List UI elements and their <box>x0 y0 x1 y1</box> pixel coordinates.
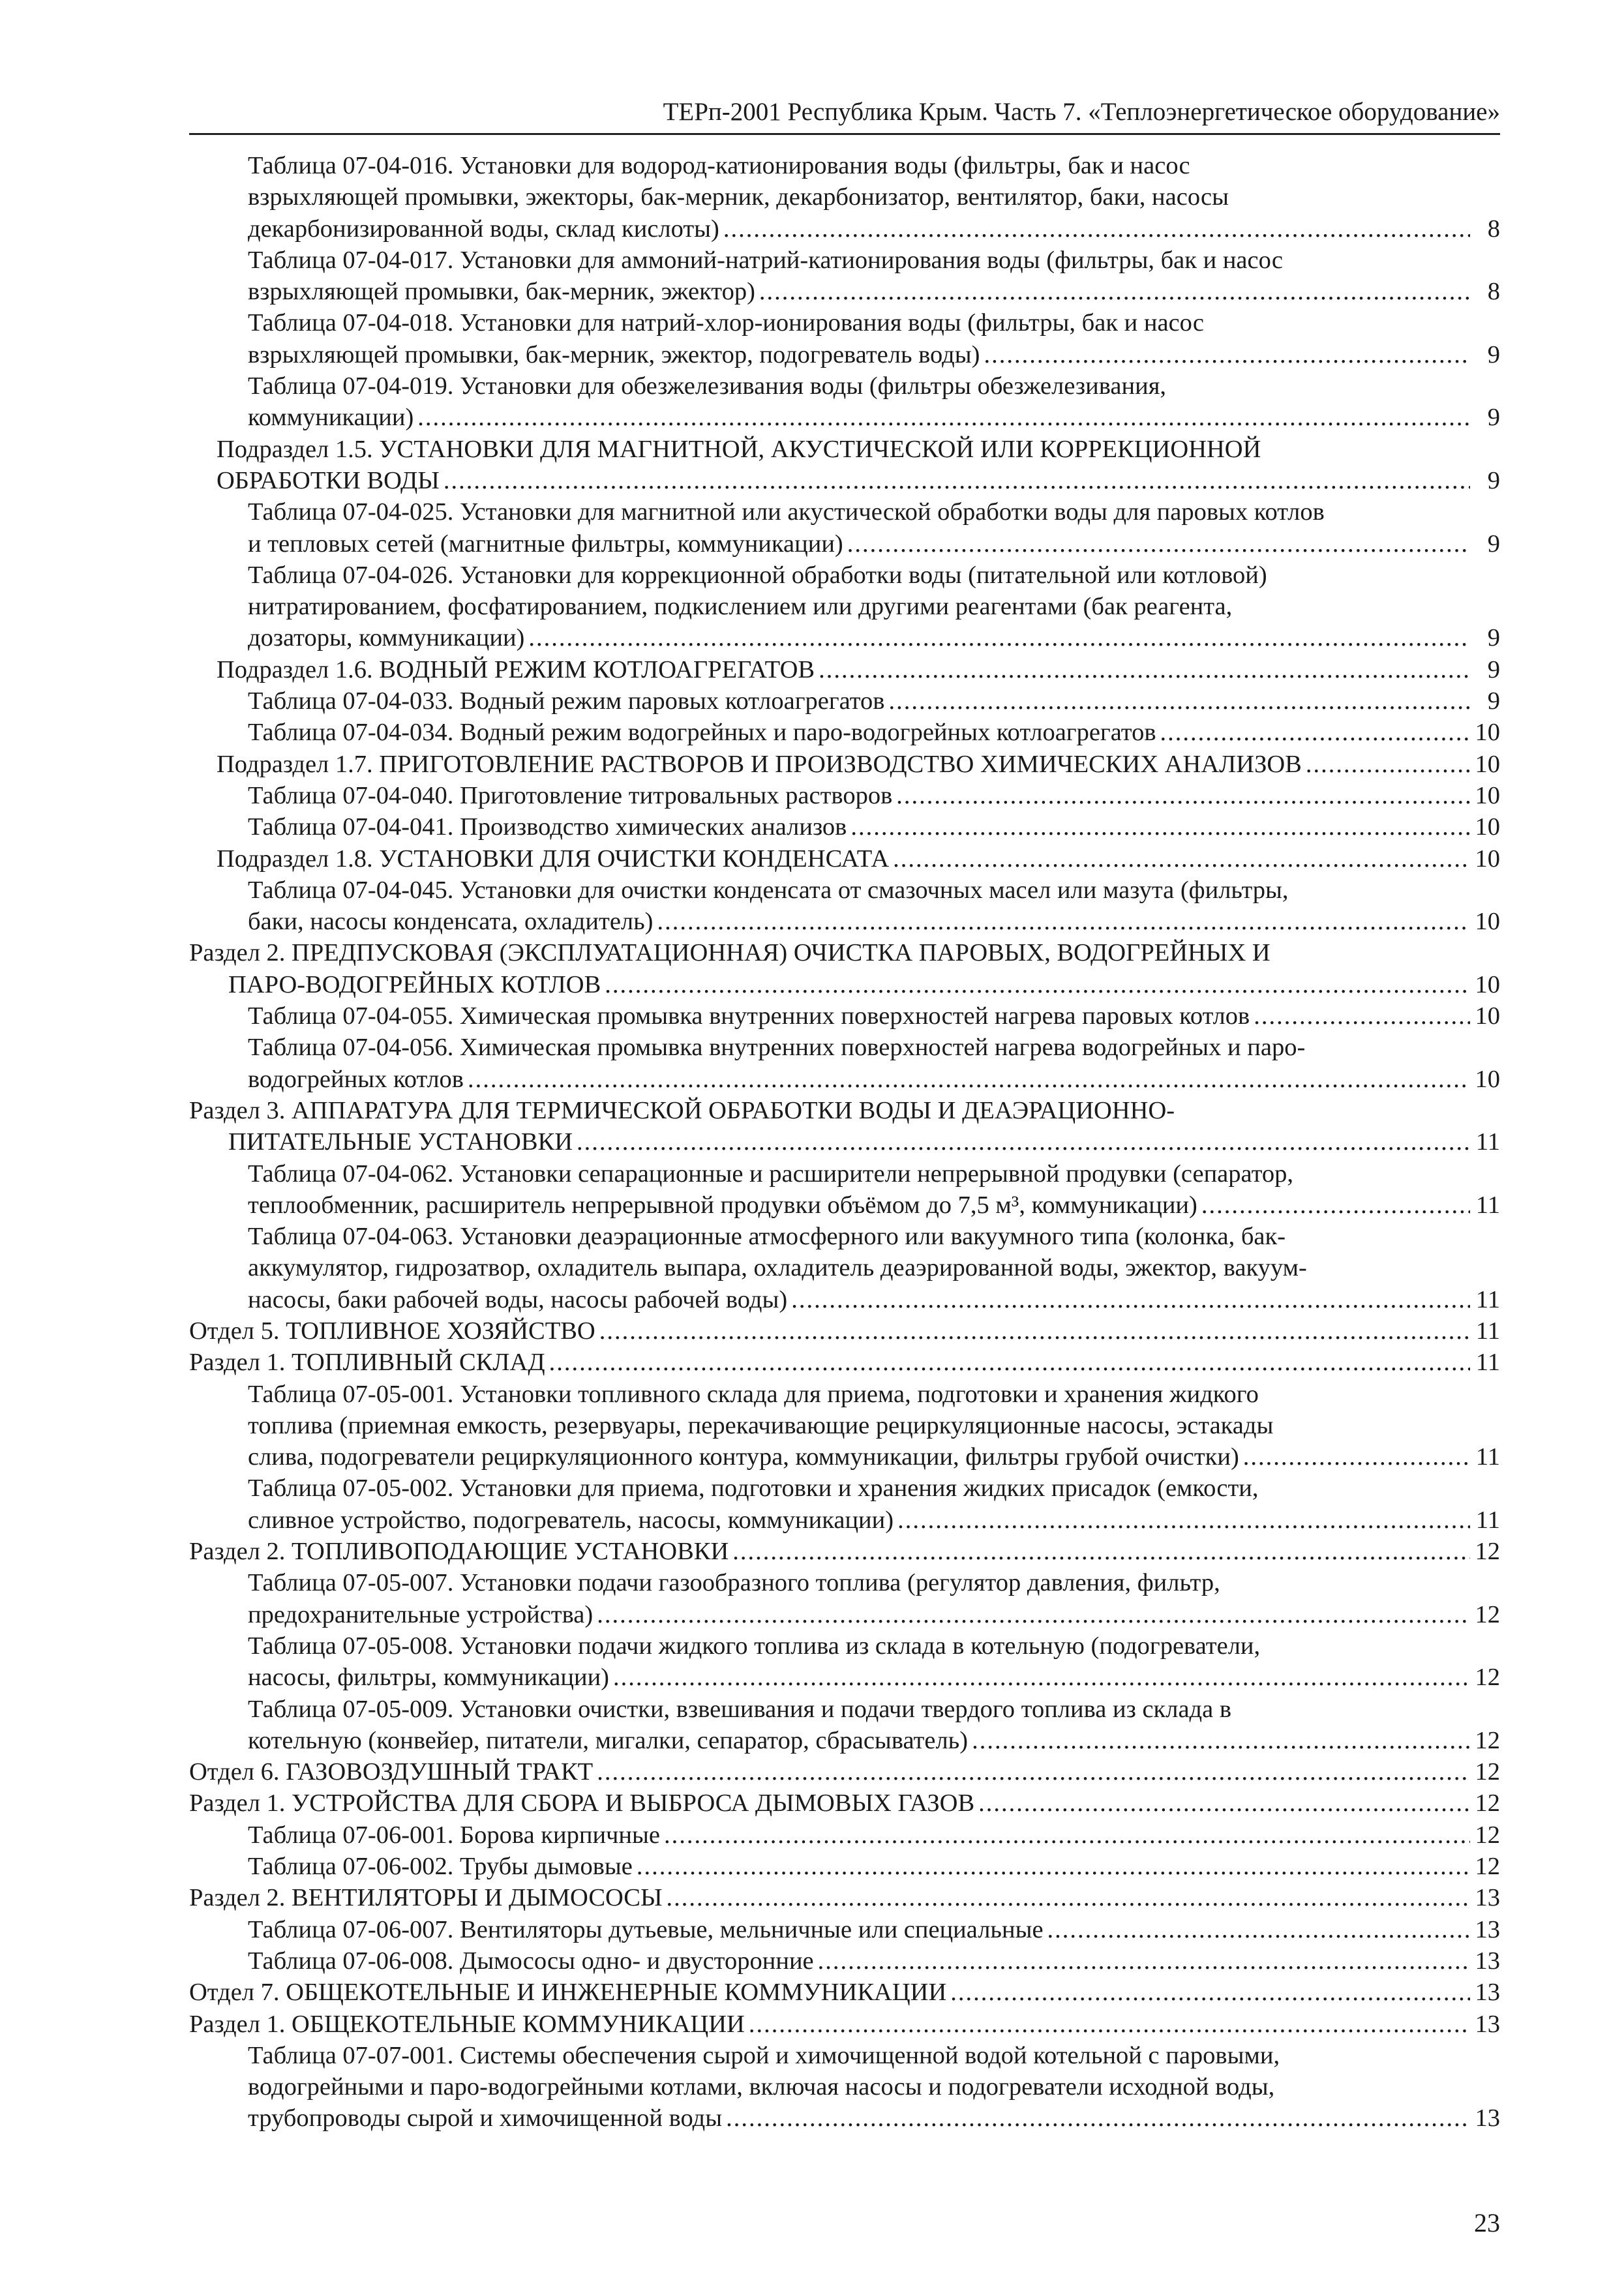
dot-leader <box>667 1882 1470 1913</box>
dot-leader <box>723 213 1470 245</box>
dot-leader <box>597 1756 1470 1788</box>
toc-entry[interactable] <box>189 1819 1500 1851</box>
toc-page-number: 12 <box>1475 1726 1500 1754</box>
toc-entry-line <box>248 1441 1500 1473</box>
toc-entry[interactable] <box>189 1095 1500 1158</box>
toc-entry[interactable] <box>189 150 1500 245</box>
toc-entry-line <box>248 150 1500 181</box>
toc-page-number: 10 <box>1475 1065 1500 1093</box>
dot-leader <box>605 969 1470 1000</box>
toc-entry-line <box>248 1221 1500 1252</box>
toc-entry-text: слива, подогреватели рециркуляционного контура, коммуникации, фильтры грубой очистки) <box>248 1443 1239 1471</box>
dot-leader <box>759 276 1470 307</box>
toc-entry-line <box>248 528 1500 560</box>
toc-page-number: 12 <box>1475 1821 1500 1849</box>
toc-entry-text: ПИТАТЕЛЬНЫЕ УСТАНОВКИ <box>228 1128 573 1156</box>
toc-entry[interactable] <box>189 654 1500 685</box>
toc-entry-text: сливное устройство, подогреватель, насосы, коммуникации) <box>248 1506 894 1534</box>
toc-entry-line <box>248 276 1500 307</box>
toc-entry-text: Подраздел 1.5. УСТАНОВКИ ДЛЯ МАГНИТНОЙ, АКУСТИЧЕСКОЙ ИЛИ КОРРЕКЦИОННОЙ <box>217 435 1261 463</box>
toc-entry-text: Таблица 07-04-063. Установки деаэрационные атмосферного или вакуумного типа (колонка, бак- <box>248 1223 1286 1251</box>
toc-entry-text: Раздел 2. ПРЕДПУСКОВАЯ (ЭКСПЛУАТАЦИОННАЯ) ОЧИСТКА ПАРОВЫХ, ВОДОГРЕЙНЫХ И <box>189 939 1271 967</box>
toc-entry-text: дозаторы, коммуникации) <box>248 624 525 652</box>
toc-entry-line <box>248 1725 1500 1756</box>
toc-entry-line <box>248 1662 1500 1693</box>
toc-entry[interactable] <box>189 1221 1500 1315</box>
toc-entry-line <box>248 560 1500 591</box>
toc-entry-text: Таблица 07-04-016. Установки для водород-катионирования воды (фильтры, бак и насос <box>248 152 1190 179</box>
toc-entry-text: взрыхляющей промывки, эжекторы, бак-мерник, декарбонизатор, вентилятор, баки, насосы <box>248 183 1229 211</box>
toc-entry[interactable] <box>189 496 1500 560</box>
table-of-contents <box>189 150 1500 2134</box>
toc-entry-line <box>217 434 1500 465</box>
toc-entry-line <box>189 1315 1500 1347</box>
toc-entry-line <box>248 1694 1500 1725</box>
toc-entry[interactable] <box>189 1000 1500 1032</box>
toc-entry-text: Отдел 7. ОБЩЕКОТЕЛЬНЫЕ И ИНЖЕНЕРНЫЕ КОММУНИКАЦИИ <box>189 1979 947 2007</box>
toc-entry-line <box>248 213 1500 245</box>
toc-entry-line <box>248 1158 1500 1189</box>
toc-entry[interactable] <box>189 307 1500 370</box>
toc-page-number: 9 <box>1487 530 1500 558</box>
toc-entry[interactable] <box>189 1694 1500 1757</box>
toc-page-number: 9 <box>1487 624 1500 652</box>
toc-page-number: 10 <box>1475 750 1500 778</box>
toc-entry-text: Таблица 07-04-062. Установки сепарационные и расширители непрерывной продувки (сепаратор, <box>248 1159 1294 1188</box>
dot-leader <box>893 843 1470 875</box>
toc-page-number: 12 <box>1475 1853 1500 1881</box>
toc-entry[interactable] <box>189 1158 1500 1221</box>
toc-entry-text: и тепловых сетей (магнитные фильтры, коммуникации) <box>248 530 843 558</box>
dot-leader <box>749 2009 1470 2040</box>
toc-entry-line <box>217 654 1500 685</box>
toc-entry[interactable] <box>189 1788 1500 1819</box>
toc-entry[interactable] <box>189 811 1500 843</box>
toc-entry[interactable] <box>189 1315 1500 1347</box>
toc-page-number: 12 <box>1475 1789 1500 1818</box>
dot-leader <box>444 465 1470 496</box>
toc-entry-line <box>248 2102 1500 2134</box>
toc-entry-text: насосы, баки рабочей воды, насосы рабочей воды) <box>248 1285 788 1313</box>
toc-entry-text: Таблица 07-04-019. Установки для обезжелезивания воды (фильтры обезжелезивания, <box>248 372 1167 400</box>
toc-entry[interactable] <box>189 1882 1500 1913</box>
toc-entry-text: Раздел 2. ТОПЛИВОПОДАЮЩИЕ УСТАНОВКИ <box>189 1538 729 1566</box>
toc-entry-line <box>248 906 1500 937</box>
toc-page-number: 11 <box>1475 1128 1500 1156</box>
toc-entry-text: Таблица 07-06-002. Трубы дымовые <box>248 1853 633 1881</box>
dot-leader <box>1160 717 1470 748</box>
dot-leader <box>791 1284 1470 1315</box>
toc-entry-text: Отдел 6. ГАЗОВОЗДУШНЫЙ ТРАКТ <box>189 1758 594 1786</box>
dot-leader <box>417 402 1470 433</box>
toc-entry-text: водогрейных котлов <box>248 1065 464 1093</box>
toc-entry[interactable] <box>189 245 1500 308</box>
toc-entry-text: Таблица 07-04-041. Производство химических анализов <box>248 813 847 841</box>
toc-entry[interactable] <box>189 1756 1500 1788</box>
dot-leader <box>597 1599 1470 1630</box>
toc-entry-line <box>248 1851 1500 1882</box>
dot-leader <box>888 685 1470 717</box>
toc-entry-text: Таблица 07-05-008. Установки подачи жидкого топлива из склада в котельную (подогреватели, <box>248 1632 1261 1660</box>
toc-entry-line <box>248 370 1500 402</box>
dot-leader <box>1047 1914 1470 1945</box>
toc-entry-line <box>248 1252 1500 1283</box>
toc-entry-text: Таблица 07-06-008. Дымососы одно- и двусторонние <box>248 1947 814 1975</box>
toc-entry-line <box>217 843 1500 875</box>
toc-page-number: 13 <box>1475 1947 1500 1975</box>
toc-entry[interactable] <box>189 937 1500 1000</box>
toc-page-number: 12 <box>1475 1600 1500 1628</box>
running-header: ТЕРп-2001 Республика Крым. Часть 7. «Теплоэнергетическое оборудование» <box>663 98 1500 126</box>
toc-entry-line <box>248 2071 1500 2102</box>
toc-entry-line <box>189 2009 1500 2040</box>
toc-entry-line <box>189 969 1500 1000</box>
toc-page-number: 13 <box>1475 1979 1500 2007</box>
toc-entry[interactable] <box>189 1977 1500 2008</box>
dot-leader <box>468 1064 1470 1095</box>
toc-page-number: 12 <box>1475 1664 1500 1692</box>
dot-leader <box>1306 749 1470 780</box>
toc-entry-line <box>248 1630 1500 1662</box>
toc-entry-text: Раздел 2. ВЕНТИЛЯТОРЫ И ДЫМОСОСЫ <box>189 1884 663 1912</box>
toc-page-number: 10 <box>1475 719 1500 747</box>
toc-entry-text: Подраздел 1.7. ПРИГОТОВЛЕНИЕ РАСТВОРОВ И ПРОИЗВОДСТВО ХИМИЧЕСКИХ АНАЛИЗОВ <box>217 750 1302 778</box>
toc-entry-text: Отдел 5. ТОПЛИВНОЕ ХОЗЯЙСТВО <box>189 1317 595 1345</box>
toc-entry[interactable] <box>189 1032 1500 1095</box>
dot-leader <box>850 811 1470 843</box>
toc-entry-text: взрыхляющей промывки, бак-мерник, эжектор) <box>248 278 755 306</box>
toc-entry-line <box>189 1126 1500 1158</box>
dot-leader <box>972 1725 1470 1756</box>
toc-entry-text: Подраздел 1.6. ВОДНЫЙ РЕЖИМ КОТЛОАГРЕГАТОВ <box>217 655 815 683</box>
toc-page-number: 11 <box>1475 1317 1500 1345</box>
dot-leader <box>726 2102 1470 2134</box>
toc-entry-text: котельную (конвейер, питатели, мигалки, сепаратор, сбрасыватель) <box>248 1726 969 1754</box>
toc-entry-line <box>248 1504 1500 1536</box>
toc-page-number: 8 <box>1487 215 1500 243</box>
toc-entry-text: Таблица 07-04-055. Химическая промывка внутренних поверхностей нагрева паровых котлов <box>248 1002 1250 1030</box>
dot-leader <box>1254 1000 1470 1032</box>
toc-entry-line <box>248 307 1500 338</box>
toc-page-number: 13 <box>1475 2104 1500 2132</box>
toc-entry-text: Таблица 07-04-034. Водный режим водогрейных и паро-водогрейных котлоагрегатов <box>248 719 1156 747</box>
toc-entry-text: ОБРАБОТКИ ВОДЫ <box>217 466 440 494</box>
toc-entry-line <box>217 465 1500 496</box>
toc-entry-text: аккумулятор, гидрозатвор, охладитель выпара, охладитель деаэрированной воды, эжектор, вакуум- <box>248 1254 1307 1282</box>
toc-entry-line <box>248 591 1500 622</box>
toc-entry-text: Таблица 07-05-002. Установки для приема, подготовки и хранения жидких присадок (емкости, <box>248 1474 1259 1503</box>
dot-leader <box>1201 1189 1470 1221</box>
toc-page-number: 11 <box>1475 1443 1500 1471</box>
toc-entry-text: Раздел 1. УСТРОЙСТВА ДЛЯ СБОРА И ВЫБРОСА ДЫМОВЫХ ГАЗОВ <box>189 1789 975 1818</box>
toc-entry-line <box>248 780 1500 811</box>
toc-entry-line <box>248 1567 1500 1598</box>
toc-entry[interactable] <box>189 1630 1500 1694</box>
toc-entry[interactable] <box>189 717 1500 748</box>
toc-entry-line <box>248 622 1500 653</box>
toc-entry-text: Таблица 07-04-017. Установки для аммоний-натрий-катионирования воды (фильтры, бак и насос <box>248 246 1283 274</box>
toc-entry[interactable] <box>189 1536 1500 1567</box>
toc-entry-text: водогрейными и паро-водогрейными котлами, включая насосы и подогреватели исходной воды, <box>248 2073 1275 2101</box>
toc-entry-text: Таблица 07-04-025. Установки для магнитной или акустической обработки воды для паровых котлов <box>248 498 1325 526</box>
toc-entry-line <box>248 402 1500 433</box>
toc-entry-text: Таблица 07-04-056. Химическая промывка внутренних поверхностей нагрева водогрейных и паро- <box>248 1034 1306 1062</box>
toc-page-number: 10 <box>1475 908 1500 936</box>
dot-leader <box>978 1788 1470 1819</box>
toc-entry-line <box>248 1945 1500 1977</box>
toc-entry[interactable] <box>189 780 1500 811</box>
toc-entry[interactable] <box>189 1914 1500 1945</box>
toc-entry[interactable] <box>189 685 1500 717</box>
toc-entry-line <box>248 811 1500 843</box>
toc-page-number: 9 <box>1487 687 1500 715</box>
toc-entry-line <box>248 181 1500 213</box>
toc-entry-line <box>189 1788 1500 1819</box>
dot-leader <box>1243 1441 1470 1473</box>
toc-entry-line <box>248 717 1500 748</box>
dot-leader <box>897 1504 1470 1536</box>
toc-entry-line <box>189 1756 1500 1788</box>
toc-entry[interactable] <box>189 370 1500 434</box>
toc-entry-line <box>248 1914 1500 1945</box>
toc-entry-text: предохранительные устройства) <box>248 1600 594 1628</box>
toc-entry-line <box>189 1095 1500 1126</box>
toc-entry-text: Раздел 3. АППАРАТУРА ДЛЯ ТЕРМИЧЕСКОЙ ОБРАБОТКИ ВОДЫ И ДЕАЭРАЦИОННО- <box>189 1096 1175 1124</box>
toc-entry[interactable] <box>189 1945 1500 1977</box>
toc-entry[interactable] <box>189 843 1500 875</box>
toc-entry-text: Таблица 07-05-009. Установки очистки, взвешивания и подачи твердого топлива из склада в <box>248 1695 1232 1723</box>
dot-leader <box>657 906 1470 937</box>
toc-entry-line <box>248 1032 1500 1063</box>
toc-page-number: 13 <box>1475 1884 1500 1912</box>
toc-entry[interactable] <box>189 2040 1500 2134</box>
dot-leader <box>984 339 1470 370</box>
toc-entry-line <box>248 1379 1500 1410</box>
toc-entry-text: коммуникации) <box>248 404 414 432</box>
toc-page-number: 10 <box>1475 845 1500 873</box>
toc-entry-line <box>248 1284 1500 1315</box>
dot-leader <box>732 1536 1470 1567</box>
toc-page-number: 11 <box>1475 1285 1500 1313</box>
toc-page-number: 9 <box>1487 404 1500 432</box>
toc-entry[interactable] <box>189 875 1500 938</box>
toc-entry[interactable] <box>189 1379 1500 1473</box>
toc-entry-line <box>248 496 1500 528</box>
toc-entry-line <box>248 1819 1500 1851</box>
toc-entry-text: Раздел 1. ОБЩЕКОТЕЛЬНЫЕ КОММУНИКАЦИИ <box>189 2010 745 2038</box>
toc-entry[interactable] <box>189 560 1500 654</box>
dot-leader <box>528 622 1470 653</box>
toc-page-number: 9 <box>1487 655 1500 683</box>
toc-entry-line <box>189 937 1500 968</box>
toc-entry-text: Таблица 07-07-001. Системы обеспечения сырой и химочищенной водой котельной с паровыми, <box>248 2041 1280 2069</box>
toc-entry-text: теплообменник, расширитель непрерывной продувки объёмом до 7,5 м³, коммуникации) <box>248 1191 1197 1219</box>
toc-entry-line <box>248 1064 1500 1095</box>
toc-page-number: 11 <box>1475 1506 1500 1534</box>
toc-entry-line <box>189 1977 1500 2008</box>
toc-entry-line <box>248 1599 1500 1630</box>
toc-entry-text: Таблица 07-05-001. Установки топливного склада для приема, подготовки и хранения жидкого <box>248 1380 1259 1408</box>
toc-page-number: 9 <box>1487 466 1500 494</box>
toc-page-number: 10 <box>1475 781 1500 809</box>
toc-entry-text: баки, насосы конденсата, охладитель) <box>248 908 654 936</box>
toc-entry-text: декарбонизированной воды, склад кислоты) <box>248 215 719 243</box>
toc-entry-line <box>248 875 1500 906</box>
dot-leader <box>818 1945 1470 1977</box>
toc-entry-line <box>248 245 1500 276</box>
dot-leader <box>577 1126 1470 1158</box>
toc-entry-line <box>189 1347 1500 1378</box>
dot-leader <box>549 1347 1470 1378</box>
toc-entry-text: Таблица 07-04-040. Приготовление титровальных растворов <box>248 781 893 809</box>
dot-leader <box>847 528 1470 560</box>
toc-entry[interactable] <box>189 1347 1500 1378</box>
toc-entry-line <box>248 339 1500 370</box>
toc-entry-text: насосы, фильтры, коммуникации) <box>248 1664 610 1692</box>
toc-page-number: 12 <box>1475 1758 1500 1786</box>
toc-entry[interactable] <box>189 749 1500 780</box>
toc-entry[interactable] <box>189 1851 1500 1882</box>
toc-entry-line <box>248 685 1500 717</box>
toc-entry-text: взрыхляющей промывки, бак-мерник, эжектор, подогреватель воды) <box>248 340 980 368</box>
toc-entry-line <box>248 1189 1500 1221</box>
toc-entry[interactable] <box>189 1567 1500 1630</box>
toc-entry[interactable] <box>189 2009 1500 2040</box>
toc-page-number: 10 <box>1475 813 1500 841</box>
toc-entry-text: ПАРО-ВОДОГРЕЙНЫХ КОТЛОВ <box>228 970 601 998</box>
toc-entry-text: Раздел 1. ТОПЛИВНЫЙ СКЛАД <box>189 1349 545 1377</box>
toc-page-number: 12 <box>1475 1538 1500 1566</box>
toc-page-number: 11 <box>1475 1349 1500 1377</box>
dot-leader <box>896 780 1470 811</box>
toc-entry[interactable] <box>189 1473 1500 1536</box>
toc-entry-line <box>248 1473 1500 1504</box>
header-rule <box>189 133 1500 135</box>
toc-entry-line <box>217 749 1500 780</box>
toc-entry-text: Таблица 07-06-007. Вентиляторы дутьевые, мельничные или специальные <box>248 1915 1044 1943</box>
toc-entry-text: Таблица 07-05-007. Установки подачи газообразного топлива (регулятор давления, фильтр, <box>248 1569 1220 1597</box>
toc-entry-line <box>248 2040 1500 2071</box>
toc-entry-text: нитратированием, фосфатированием, подкислением или другими реагентами (бак реагента, <box>248 593 1233 621</box>
toc-page-number: 13 <box>1475 2010 1500 2038</box>
toc-entry-line <box>189 1536 1500 1567</box>
page-number: 23 <box>1474 2208 1500 2237</box>
toc-entry-text: Таблица 07-04-026. Установки для коррекционной обработки воды (питательной или котловой) <box>248 561 1267 589</box>
dot-leader <box>664 1819 1470 1851</box>
toc-entry-text: Таблица 07-04-018. Установки для натрий-хлор-ионирования воды (фильтры, бак и насос <box>248 309 1204 337</box>
toc-entry-text: Таблица 07-04-033. Водный режим паровых котлоагрегатов <box>248 687 885 715</box>
toc-page-number: 10 <box>1475 970 1500 998</box>
toc-entry-text: трубопроводы сырой и химочищенной воды <box>248 2104 723 2132</box>
toc-page-number: 11 <box>1475 1191 1500 1219</box>
dot-leader <box>613 1662 1470 1693</box>
toc-page-number: 9 <box>1487 340 1500 368</box>
toc-entry-line <box>189 1882 1500 1913</box>
dot-leader <box>599 1315 1470 1347</box>
dot-leader <box>819 654 1470 685</box>
dot-leader <box>637 1851 1470 1882</box>
toc-entry-text: Таблица 07-06-001. Борова кирпичные <box>248 1821 660 1849</box>
toc-page-number: 8 <box>1487 278 1500 306</box>
toc-page-number: 13 <box>1475 1915 1500 1943</box>
toc-entry-text: Подраздел 1.8. УСТАНОВКИ ДЛЯ ОЧИСТКИ КОНДЕНСАТА <box>217 845 890 873</box>
toc-entry-text: Таблица 07-04-045. Установки для очистки конденсата от смазочных масел или мазута (фильтры, <box>248 876 1289 904</box>
toc-entry[interactable] <box>189 434 1500 497</box>
toc-entry-line <box>248 1000 1500 1032</box>
toc-entry-text: топлива (приемная емкость, резервуары, перекачивающие рециркуляционные насосы, эстакады <box>248 1411 1274 1439</box>
dot-leader <box>950 1977 1470 2008</box>
toc-page-number: 10 <box>1475 1002 1500 1030</box>
toc-entry-line <box>248 1410 1500 1441</box>
